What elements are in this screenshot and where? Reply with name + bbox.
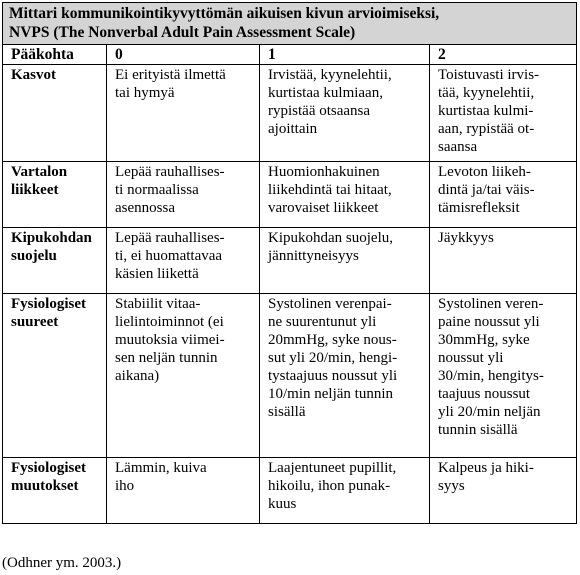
row-label-line: Kasvot [11,67,56,83]
cell-line: aan, rypistää ot- [438,121,535,137]
cell-score-2 [430,294,577,458]
row-label-line: suojelu [11,248,57,264]
cell-score-0 [107,228,260,294]
row-label-line: Fysiologiset [11,460,86,476]
cell-line: Ei erityistä ilmettä [115,67,226,83]
cell-score-0 [107,458,260,524]
cell-line: tystaajuus noussut yli [268,368,398,384]
cell-line: lielintoiminnot (ei [115,314,224,330]
table-title [3,3,577,45]
cell-line: muutoksia viimei- [115,332,225,348]
cell-line: käsien liikettä [115,266,199,282]
cell-line: Lepää rauhallises- [115,164,225,180]
cell-score-1 [260,65,430,162]
cell-line: iho [115,478,135,494]
cell-line: tämisrefleksit [438,200,520,216]
cell-line: Lämmin, kuiva [115,460,207,476]
cell-line: Levoton liikeh- [438,164,531,180]
row-label-line: Fysiologiset [11,296,86,312]
cell-line: jännittyneisyys [268,248,359,264]
cell-score-2 [430,458,577,524]
cell-line: kurtistaa kulmi- [438,103,534,119]
cell-line: tai hymyä [115,85,175,101]
nvps-table [2,2,577,524]
cell-line: syys [438,478,465,494]
cell-line: paine noussut yli [438,314,540,330]
row-label [3,228,107,294]
cell-line: Systolinen verenpai- [268,296,392,312]
row-label [3,65,107,162]
cell-line: Kalpeus ja hiki- [438,460,534,476]
row-label [3,162,107,228]
cell-line: Kipukohdan suojelu, [268,230,393,246]
table-row [3,294,577,458]
cell-line: Systolinen veren- [438,296,544,312]
cell-score-0 [107,65,260,162]
table-row [3,65,577,162]
table-row [3,228,577,294]
table-row [3,162,577,228]
cell-line: ajoittain [268,121,318,137]
cell-line: saansa [438,139,478,155]
cell-line: ti, ei huomattavaa [115,248,223,264]
nvps-table-container [2,2,576,524]
cell-score-2 [430,162,577,228]
source-caption: (Odhner ym. 2003.) [2,555,122,571]
cell-line: Laajentuneet pupillit, [268,460,397,476]
header-score-2: 2 [430,45,577,65]
table-title-row [3,3,577,45]
cell-line: Toistuvasti irvis- [438,67,540,83]
cell-line: 30mmHg, syke [438,332,530,348]
header-score-1: 1 [260,45,430,65]
row-label-line: Kipukohdan [11,230,92,246]
cell-line: Lepää rauhallises- [115,230,225,246]
cell-line: Jäykkyys [438,230,494,246]
cell-line: rypistää otsaansa [268,103,371,119]
cell-score-2 [430,65,577,162]
row-label [3,458,107,524]
cell-line: yli 20/min neljän [438,404,541,420]
row-label-line: muutokset [11,478,79,494]
cell-line: hikoilu, ihon punak- [268,478,391,494]
cell-score-0 [107,162,260,228]
header-row [3,45,577,65]
cell-line: aikana) [115,368,160,384]
cell-line: 10/min neljän tunnin [268,386,393,402]
cell-line: ti normaalissa [115,182,199,198]
cell-line: sisällä [268,404,306,420]
table-row [3,458,577,524]
row-label-line: suureet [11,314,59,330]
cell-line: Irvistää, kyynelehtii, [268,67,392,83]
cell-line: Stabiilit vitaa- [115,296,201,312]
cell-score-1 [260,458,430,524]
row-label [3,294,107,458]
cell-score-1 [260,228,430,294]
table-title-line-2: NVPS (The Nonverbal Adult Pain Assessment Scale) [9,24,356,41]
cell-line: sen neljän tunnin [115,350,218,366]
cell-line: ne suurentunut yli [268,314,377,330]
cell-score-0 [107,294,260,458]
cell-line: tunnin sisällä [438,422,518,438]
cell-line: taajuus noussut [438,386,531,402]
cell-line: tää, kyynelehtii, [438,85,535,101]
row-label-line: liikkeet [11,182,59,198]
cell-score-1 [260,162,430,228]
cell-line: 20mmHg, syke nous- [268,332,397,348]
cell-line: kuus [268,496,297,512]
cell-line: dintä ja/tai väis- [438,182,535,198]
header-paakohta: Pääkohta [3,45,107,65]
cell-line: sut yli 20/min, hengi- [268,350,398,366]
cell-score-1 [260,294,430,458]
cell-line: varovaiset liikkeet [268,200,379,216]
header-score-0: 0 [107,45,260,65]
cell-line: noussut yli [438,350,504,366]
row-label-line: Vartalon [11,164,68,180]
table-title-line-1: Mittari kommunikointikyvyttömän aikuisen kivun arvioimiseksi, [9,5,440,22]
cell-line: liikehdintä tai hitaat, [268,182,392,198]
cell-line: Huomionhakuinen [268,164,380,180]
cell-line: 30/min, hengitys- [438,368,544,384]
cell-line: kurtistaa kulmiaan, [268,85,383,101]
cell-line: asennossa [115,200,175,216]
cell-score-2 [430,228,577,294]
